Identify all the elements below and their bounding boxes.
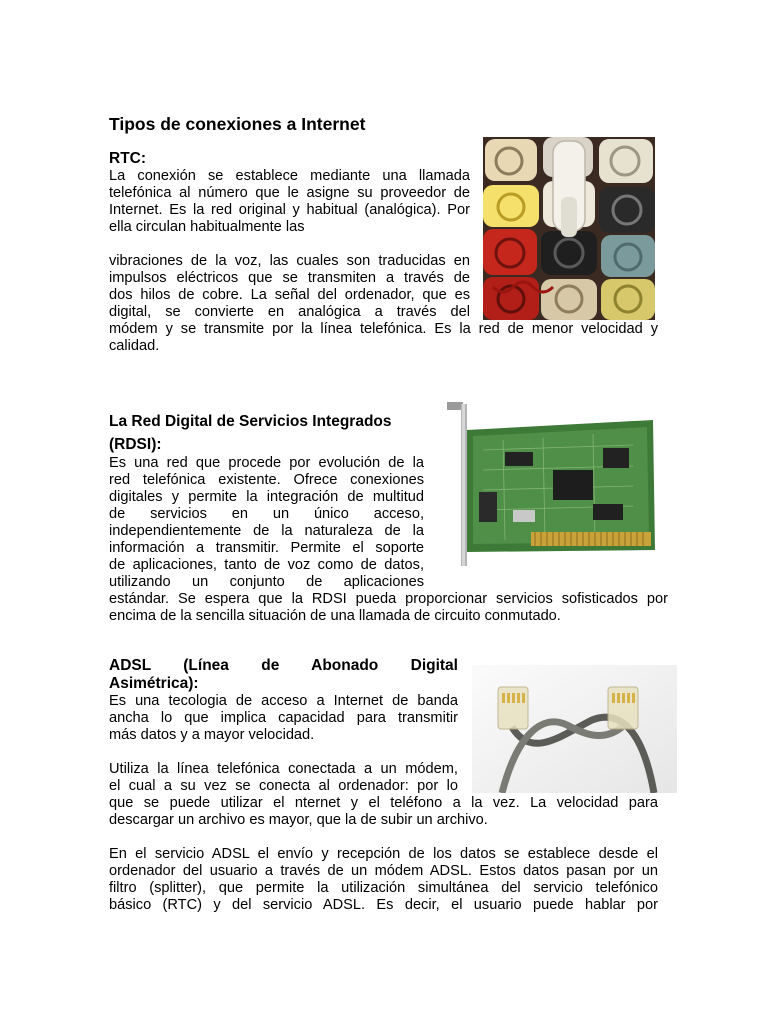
text-line: La conexión se establece mediante una llamada [109, 168, 470, 184]
text-line: ella circulan habitualmente las [109, 219, 305, 235]
text-line: En el servicio ADSL el envío y recepción de los datos se establece desde el [109, 846, 658, 862]
text-line: Es una tecologia de acceso a Internet de banda [109, 693, 458, 709]
section-heading-adsl-line2: Asimétrica): [109, 675, 199, 692]
rotary-phones-image [483, 137, 655, 320]
text-line: estándar. Se espera que la RDSI pueda proporcionar servicios sofisticados por [109, 591, 668, 607]
text-line: telefónica al número que le asigne su proveedor de [109, 185, 470, 201]
text-line: utilizando un conjunto de aplicaciones [109, 574, 424, 590]
text-line: red telefónica existente. Ofrece conexiones [109, 472, 424, 488]
text-line: módem y se transmite por la línea telefónica. Es la red de menor velocidad y [109, 321, 658, 337]
text-line: más datos y a mayor velocidad. [109, 727, 315, 743]
section-heading-rdsi-line1: La Red Digital de Servicios Integrados [109, 413, 392, 430]
text-line: ordenador del usuario a través de un módem ADSL. Estos datos pasan por un [109, 863, 658, 879]
text-line: el cual a su vez se conecta al ordenador: por lo [109, 778, 458, 794]
text-line: que se puede utilizar el nternet y el teléfono a la vez. La velocidad para [109, 795, 658, 811]
text-line: descargar un archivo es mayor, que la de subir un archivo. [109, 812, 488, 828]
text-line: Utiliza la línea telefónica conectada a un módem, [109, 761, 458, 777]
text-line: de servicios en un único acceso, [109, 506, 424, 522]
text-line: digital, se convierte en analógica a través del [109, 304, 470, 320]
section-heading-rdsi-line2: (RDSI): [109, 436, 162, 453]
text-line: calidad. [109, 338, 160, 354]
text-line: digitales y permite la integración de multitud [109, 489, 424, 505]
page-title: Tipos de conexiones a Internet [109, 114, 366, 134]
section-heading-rtc: RTC: [109, 150, 147, 167]
isdn-card-image [443, 400, 665, 568]
text-line: filtro (splitter), que permite la utilización simultánea del servicio telefónico [109, 880, 658, 896]
section-heading-adsl-line1: ADSL (Línea de Abonado Digital [109, 657, 458, 674]
text-line: impulsos eléctricos que se transmiten a través de [109, 270, 470, 286]
text-line: información a transmitir. Permite el soporte [109, 540, 424, 556]
text-line: Internet. Es la red original y habitual (analógica). Por [109, 202, 470, 218]
text-line: Es una red que procede por evolución de la [109, 455, 424, 471]
text-line: ancha lo que implica capacidad para transmitir [109, 710, 458, 726]
text-line: dos hilos de cobre. La señal del ordenador, que es [109, 287, 470, 303]
text-line: básico (RTC) y del servicio ADSL. Es decir, el usuario puede hablar por [109, 897, 658, 913]
text-line: vibraciones de la voz, las cuales son traducidas en [109, 253, 470, 269]
text-line: encima de la sencilla situación de una llamada de circuito conmutado. [109, 608, 561, 624]
rj-cable-image [472, 665, 677, 793]
text-line: independientemente de la naturaleza de la [109, 523, 424, 539]
text-line: de aplicaciones, tanto de voz como de datos, [109, 557, 424, 573]
